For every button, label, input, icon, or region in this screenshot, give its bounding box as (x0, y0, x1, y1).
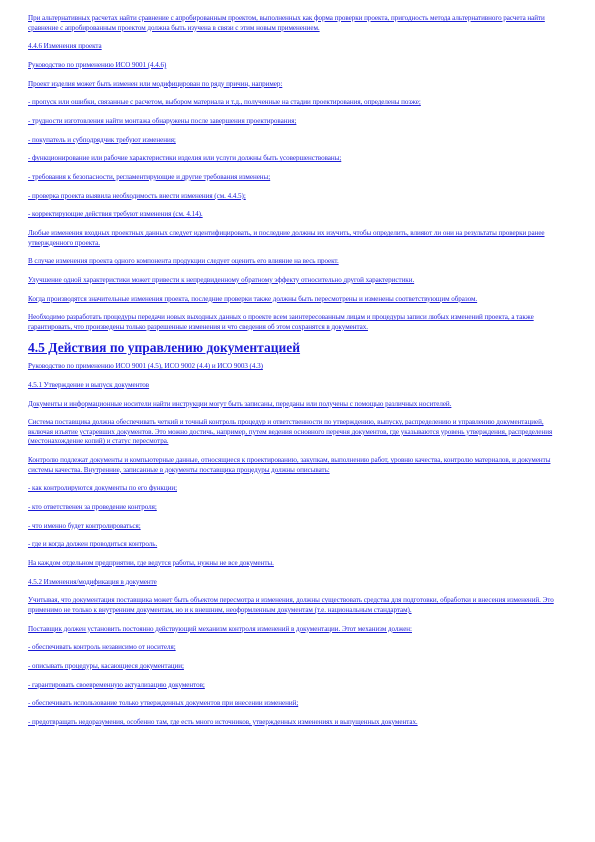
text-paragraph[interactable]: Когда производятся значительные изменения проекта, последние проверки также должны быть пересмотрены и изменены соответствующим образом. (28, 294, 478, 303)
text-paragraph[interactable]: В случае изменения проекта одного компонента продукции следует оценить его влияние на весь проект. (28, 257, 339, 266)
list-item[interactable]: - описывать процедуры, касающиеся документации; (28, 661, 184, 670)
text-paragraph[interactable]: Необходимо разработать процедуры передачи новых выходных данных о проекте всем заинтересованным лицам и процедуры записи любых изменений проекта, а также гарантировать, что произведены только разрешенные изменения и что сведения об этом сохранятся в документах. (28, 313, 534, 331)
list-item[interactable]: - проверка проекта выявила необходимость внести изменения (см. 4.4.5); (28, 191, 246, 200)
text-paragraph[interactable]: Система поставщика должна обеспечивать четкий и точный контроль процедур и ответственности по утверждению, выпуску, распределению и управлению документацией, включая изъятие устаревших документов. Это можно достичь, например, путем ведения основного перечня документов, где указываются уровень утверждения, распределения (местонахождение копий) и статус пересмотра. (28, 418, 553, 446)
list-item[interactable]: - как контролируются документы по его функции; (28, 484, 177, 493)
guidance-reference[interactable]: Руководство по применению ИСО 9001 (4.4.6) (28, 60, 167, 69)
text-paragraph[interactable]: На каждом отдельном предприятии, где ведутся работы, нужны не все документы. (28, 559, 274, 567)
subsection-heading-4-4-6[interactable]: 4.4.6 Изменения проекта (28, 42, 102, 51)
list-item[interactable]: - функционирование или рабочие характеристики изделия или услуги должны быть усовершенствованы; (28, 154, 342, 163)
text-paragraph-alt-calc[interactable]: При альтернативных расчетах найти сравнение с апробированным проектом, выполненных как форма проверки проекта, пригодность метода альтернативного расчета найти сравнение с апробированным проектом должна быть изучена в связи с этим новым применением. (28, 14, 545, 32)
text-paragraph[interactable]: Контролю подлежат документы и компьютерные данные, относящиеся к проектированию, закупкам, выполнению работ, уровню качества, контролю материалов, и документы системы качества. Внутренние, записанные в документы поставщика процедуры должны описывать: (28, 456, 551, 474)
guidance-reference[interactable]: Руководство по применению ИСО 9001 (4.5), ИСО 9002 (4.4) и ИСО 9003 (4.3) (28, 362, 263, 371)
list-item[interactable]: - покупатель и субподрядчик требуют изменения; (28, 135, 176, 144)
list-item[interactable]: - обеспечивать использование только утвержденных документов при внесении изменений; (28, 699, 299, 708)
list-item[interactable]: - где и когда должен проводиться контроль. (28, 540, 158, 549)
list-item[interactable]: - пропуск или ошибки, связанные с расчетом, выбором материала и т.д., полученные на стадии проектирования, определены позже; (28, 98, 421, 107)
list-item[interactable]: - требования к безопасности, регламентирующие и другие требования изменены; (28, 173, 271, 181)
list-item[interactable]: - обеспечивать контроль независимо от носителя; (28, 643, 176, 652)
list-item[interactable]: - что именно будет контролироваться; (28, 521, 141, 530)
list-item[interactable]: - трудности изготовления найти монтажа обнаружены после завершения проектирования; (28, 116, 297, 125)
text-paragraph[interactable]: Документы и информационные носители найти инструкции могут быть записаны, переданы или получены с помощью различных носителей. (28, 399, 452, 408)
list-item[interactable]: - предотвращать недоразумения, особенно там, где есть много источников, утвержденных изменениях и выпущенных документах. (28, 718, 418, 726)
list-item[interactable]: - кто ответственен за проведение контроля; (28, 502, 157, 511)
text-paragraph[interactable]: Улучшение одной характеристики может привести к непредвиденному обратному эффекту относительно другой характеристики. (28, 275, 415, 284)
subsection-heading-4-5-1[interactable]: 4.5.1 Утверждение и выпуск документов (28, 381, 150, 389)
subsection-heading-4-5-2[interactable]: 4.5.2 Изменения/модификация в документе (28, 577, 157, 586)
text-paragraph[interactable]: Любые изменения входных проектных данных следует идентифицировать, и последние должны их изучить, чтобы определить, влияют ли они на результаты проверки ранее утвержденного проекта. (28, 229, 545, 247)
text-paragraph[interactable]: Учитывая, что документация поставщика может быть объектом пересмотра и изменения, должны существовать средства для подготовки, обработки и внесения изменений. Это применимо не только к внутренним документам, но и к внешним, неоформленным документам (т.е. национальным стандартам). (28, 596, 554, 614)
list-item[interactable]: - корректирующие действия требуют изменения (см. 4.14). (28, 210, 203, 219)
list-item[interactable]: - гарантировать своевременную актуализацию документов; (28, 680, 205, 689)
section-heading-4-5[interactable]: 4.5 Действия по управлению документацией (28, 340, 301, 356)
text-paragraph[interactable]: Поставщик должен установить постоянно действующий механизм контроля изменений в документации. Этот механизм должен: (28, 624, 412, 633)
text-paragraph[interactable]: Проект изделия может быть изменен или модифицирован по ряду причин, например: (28, 79, 283, 88)
